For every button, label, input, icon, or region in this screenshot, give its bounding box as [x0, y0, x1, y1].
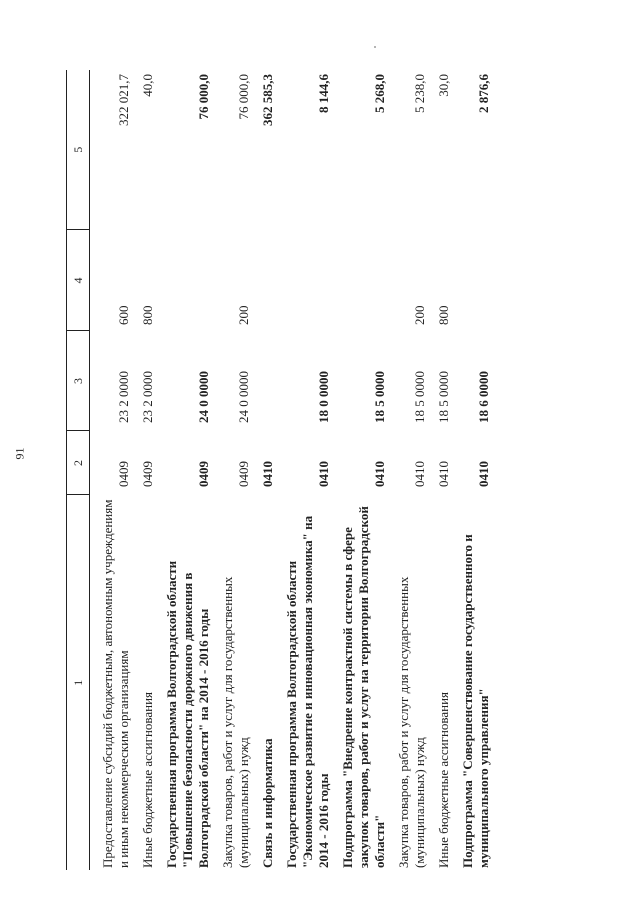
rotated-page-content [66, 70, 596, 870]
row-name: Государственная программа Волгоградской области "Повышение безопасности дорожного движения в Волгоградской области" на 2014 - 2016 годы [164, 560, 211, 868]
row-expense-type: 600 [116, 305, 131, 325]
scan-speck [374, 46, 376, 48]
table-row [254, 70, 278, 870]
table-row [90, 70, 135, 870]
row-target-code: 18 5 0000 [436, 371, 451, 423]
row-target-code: 18 5 0000 [412, 371, 427, 423]
column-header-2: 2 [67, 431, 90, 495]
table-row [334, 70, 390, 870]
table-row [430, 70, 454, 870]
row-section-code: 0409 [116, 461, 131, 487]
page-number: 91 [12, 447, 27, 460]
table-body [90, 70, 495, 870]
column-header-row [67, 70, 90, 870]
row-section-code: 0410 [436, 461, 451, 487]
row-name: Подпрограмма "Внедрение контрактной системы в сфере закупок товаров, работ и услуг на территории Волгоградской области" [340, 506, 387, 868]
row-target-code [254, 331, 278, 431]
row-section-code: 0410 [316, 461, 331, 487]
row-target-code: 23 2 0000 [116, 371, 131, 423]
row-expense-type [454, 230, 494, 331]
row-name: Связь и информатика [260, 738, 275, 868]
row-name: Иные бюджетные ассигнования [140, 691, 155, 868]
row-name: Предоставление субсидий бюджетным, автономным учреждениям и иным некоммерческим организациям [100, 499, 131, 868]
row-amount: 76 000,0 [236, 74, 251, 120]
column-header-1: 1 [67, 495, 90, 870]
table-row [454, 70, 494, 870]
row-expense-type: 800 [140, 305, 155, 325]
row-amount: 362 585,3 [260, 74, 275, 126]
row-amount: 2 876,6 [476, 74, 491, 113]
row-name: Государственная программа Волгоградской области "Экономическое развитие и инновационная экономика" на 2014 - 2016 годы [284, 515, 331, 868]
table-row [158, 70, 214, 870]
row-amount: 322 021,7 [116, 74, 131, 126]
row-target-code: 24 0 0000 [236, 371, 251, 423]
row-section-code: 0410 [412, 461, 427, 487]
row-amount: 40,0 [140, 74, 155, 97]
row-name: Подпрограмма "Совершенствование государственного и муниципального управления" [460, 534, 491, 868]
row-target-code: 18 6 0000 [476, 371, 491, 423]
row-name: Закупка товаров, работ и услуг для государственных (муниципальных) нужд [396, 576, 427, 868]
row-name: Закупка товаров, работ и услуг для государственных (муниципальных) нужд [220, 576, 251, 868]
row-expense-type: 200 [236, 305, 251, 325]
budget-table [66, 70, 494, 870]
table-row [214, 70, 254, 870]
row-target-code: 24 0 0000 [196, 371, 211, 423]
column-header-4: 4 [67, 230, 90, 331]
row-section-code: 0410 [260, 461, 275, 487]
row-expense-type: 800 [436, 305, 451, 325]
column-header-5: 5 [67, 70, 90, 230]
row-name: Иные бюджетные ассигнования [436, 691, 451, 868]
table-row [278, 70, 334, 870]
table-row [134, 70, 158, 870]
row-amount: 5 238,0 [412, 74, 427, 113]
row-expense-type [254, 230, 278, 331]
row-target-code: 18 0 0000 [316, 371, 331, 423]
row-section-code: 0410 [372, 461, 387, 487]
row-amount: 30,0 [436, 74, 451, 97]
row-target-code: 23 2 0000 [140, 371, 155, 423]
row-section-code: 0409 [140, 461, 155, 487]
column-header-3: 3 [67, 331, 90, 431]
row-amount: 5 268,0 [372, 74, 387, 113]
row-section-code: 0410 [476, 461, 491, 487]
row-expense-type [278, 230, 334, 331]
row-target-code: 18 5 0000 [372, 371, 387, 423]
row-expense-type [334, 230, 390, 331]
row-expense-type [158, 230, 214, 331]
table-row [390, 70, 430, 870]
row-section-code: 0409 [236, 461, 251, 487]
row-expense-type: 200 [412, 305, 427, 325]
row-section-code: 0409 [196, 461, 211, 487]
row-amount: 8 144,6 [316, 74, 331, 113]
row-amount: 76 000,0 [196, 74, 211, 120]
